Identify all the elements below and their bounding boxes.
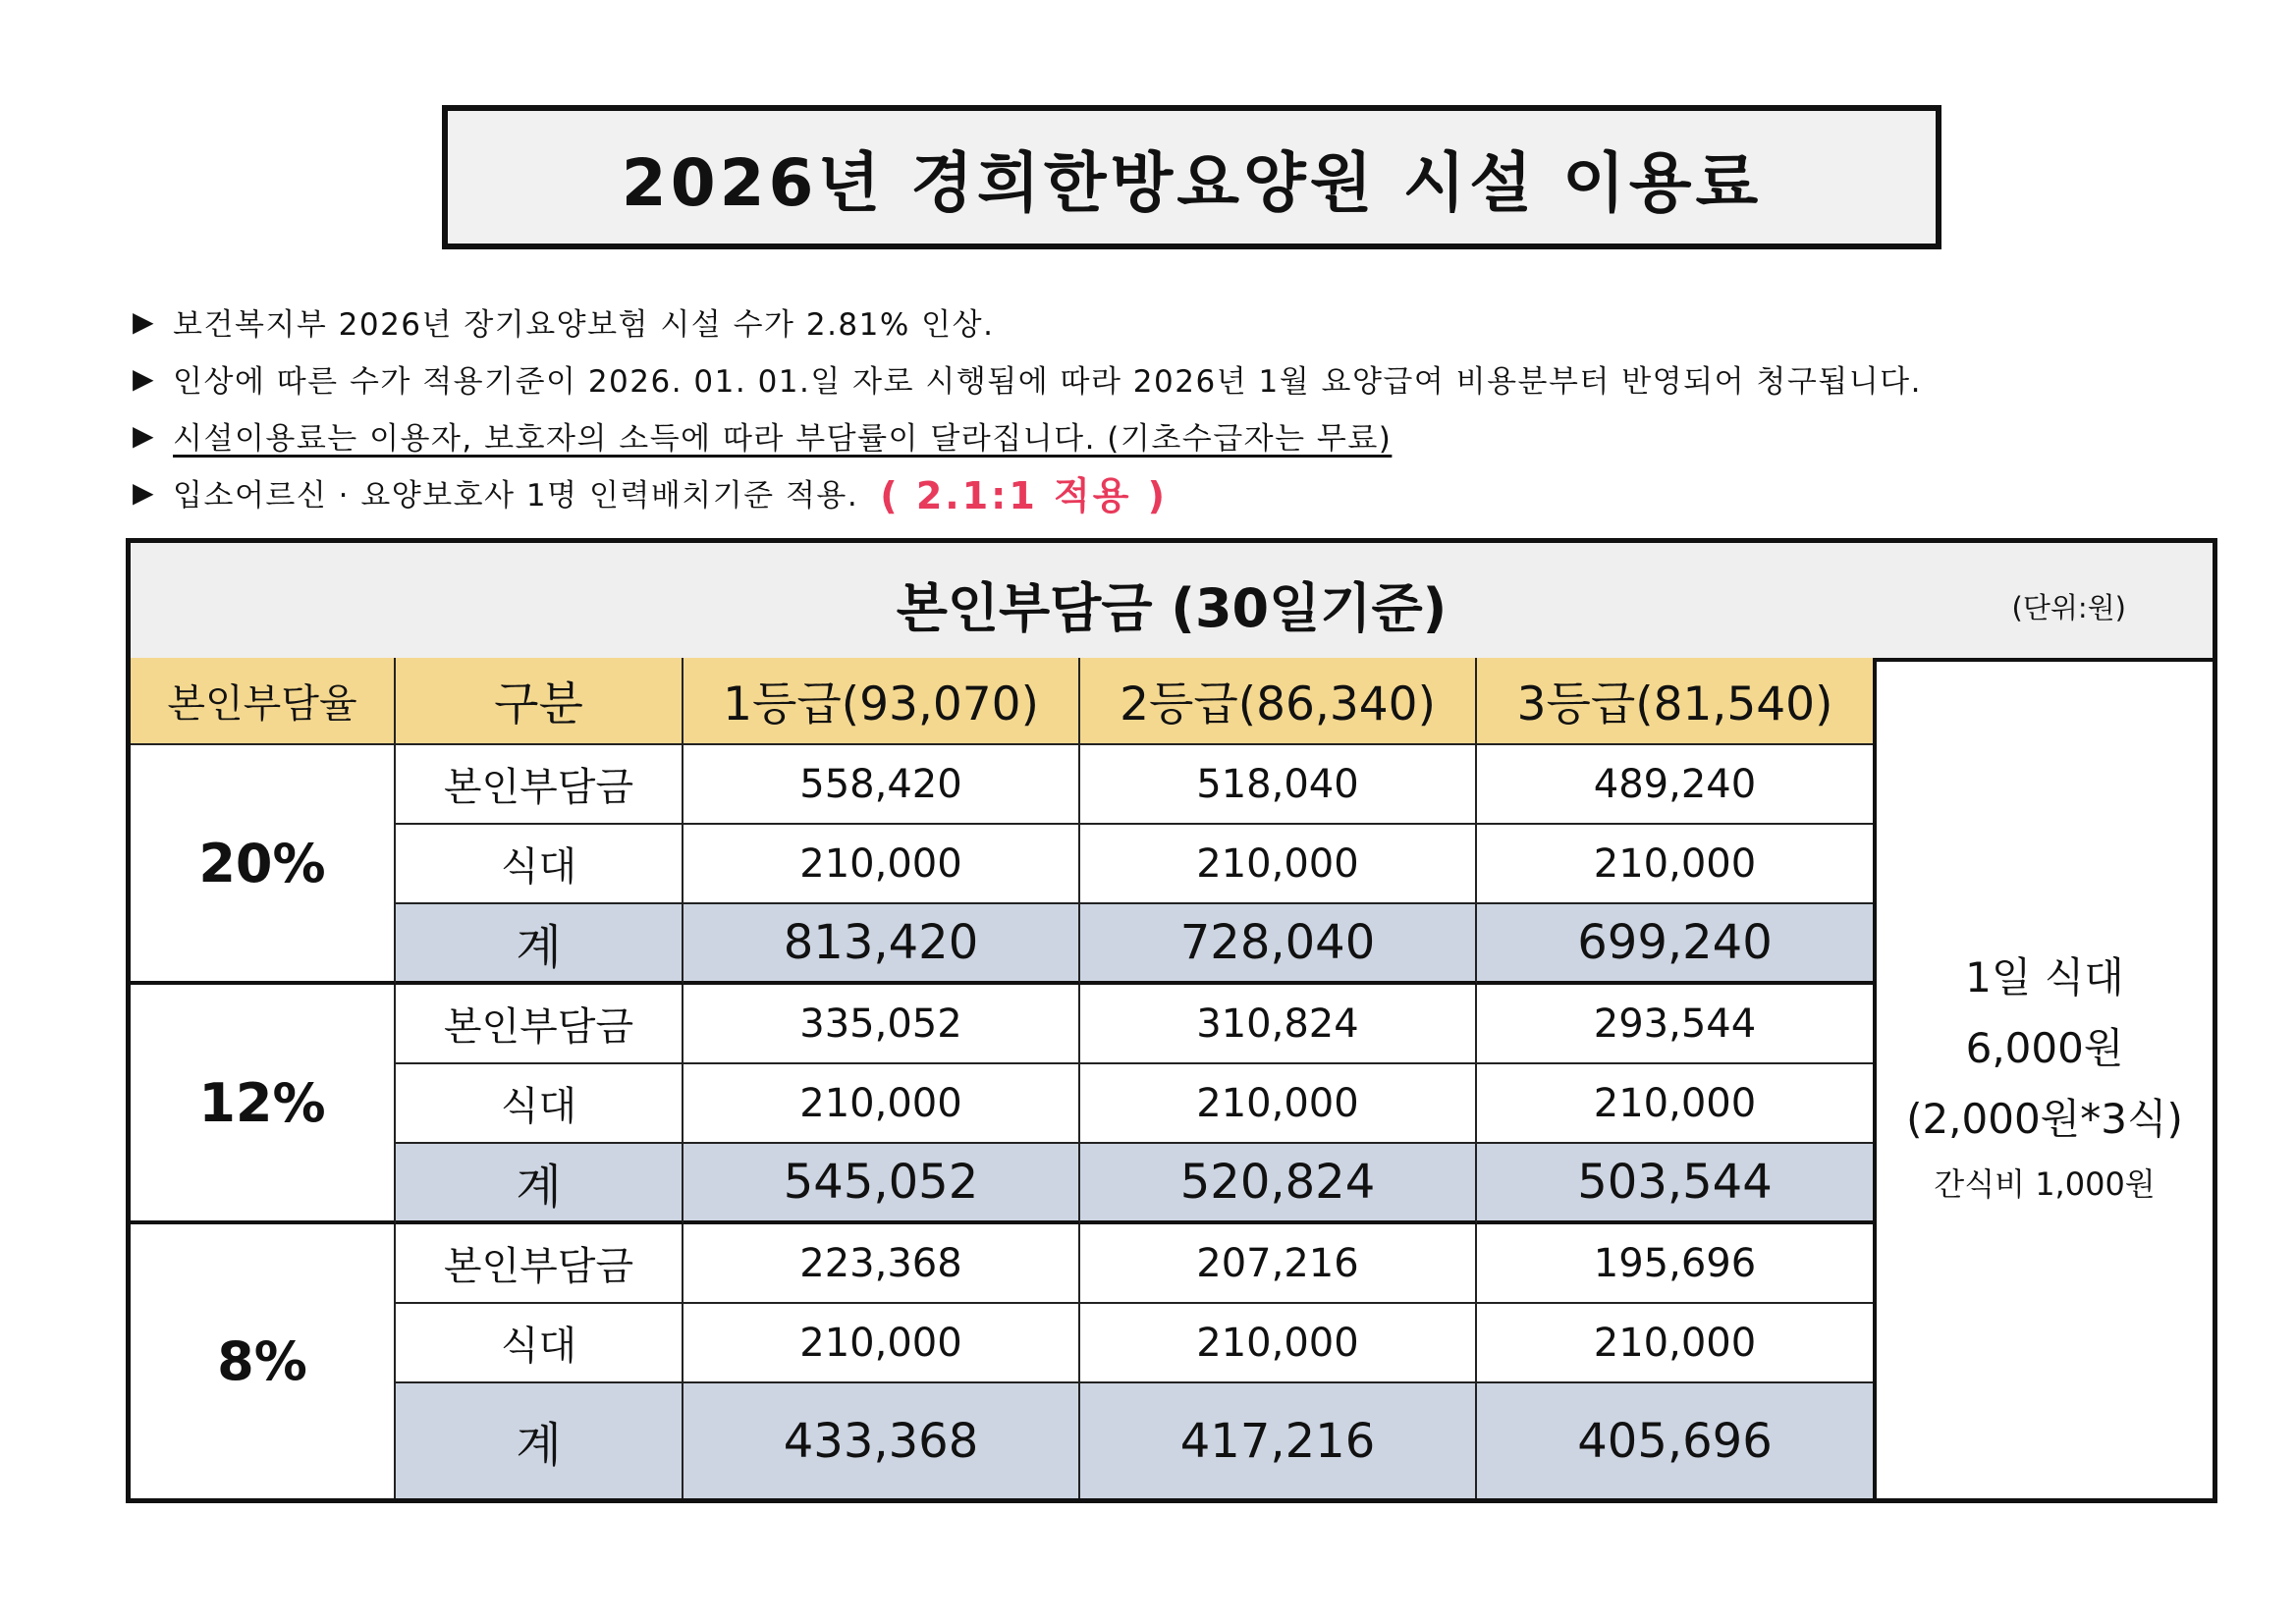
row-label-total: 계 (396, 1383, 683, 1498)
value-cell: 310,824 (1080, 985, 1477, 1064)
value-cell: 518,040 (1080, 745, 1477, 825)
note-item (133, 350, 2195, 406)
header-cell-grade1: 1등급(93,070) (683, 658, 1080, 745)
value-cell: 293,544 (1477, 985, 1873, 1064)
total-cell: 433,368 (683, 1383, 1080, 1498)
row-label: 식대 (396, 1064, 683, 1144)
row-label: 본인부담금 (396, 745, 683, 825)
value-cell: 335,052 (683, 985, 1080, 1064)
value-cell: 210,000 (1477, 1064, 1873, 1144)
notes-list (133, 293, 2195, 520)
header-cell-grade2: 2등급(86,340) (1080, 658, 1477, 745)
meal-fee-note (1873, 658, 2213, 1498)
total-cell: 813,420 (683, 904, 1080, 985)
value-cell: 210,000 (1080, 1064, 1477, 1144)
value-cell: 210,000 (1477, 825, 1873, 904)
value-cell: 207,216 (1080, 1224, 1477, 1304)
table-header-bar (131, 543, 2213, 662)
value-cell: 210,000 (1080, 825, 1477, 904)
triangle-bullet-icon: ▶ (133, 304, 156, 338)
note-text: 보건복지부 2026년 장기요양보험 시설 수가 2.81% 인상. (173, 306, 995, 343)
total-cell: 417,216 (1080, 1383, 1477, 1498)
staffing-ratio-highlight: ( 2.1:1 적용 ) (880, 473, 1169, 517)
table-title: 본인부담금 (30일기준) (896, 577, 1448, 639)
total-cell: 545,052 (683, 1144, 1080, 1224)
row-label: 식대 (396, 1304, 683, 1383)
unit-label: (단위:원) (2011, 591, 2126, 624)
row-label: 본인부담금 (396, 1224, 683, 1304)
row-label-total: 계 (396, 904, 683, 985)
triangle-bullet-icon: ▶ (133, 361, 156, 395)
note-text: 시설이용료는 이용자, 보호자의 소득에 따라 부담률이 달라집니다. (기초수급자는 무료) (173, 420, 1393, 457)
value-cell: 223,368 (683, 1224, 1080, 1304)
rate-cell: 12% (131, 985, 396, 1224)
meal-note-line: 6,000원 (1965, 1024, 2124, 1072)
note-text: 인상에 따른 수가 적용기준이 2026. 01. 01.일 자로 시행됨에 따라 2026년 1월 요양급여 비용분부터 반영되어 청구됩니다. (173, 363, 1922, 400)
value-cell: 558,420 (683, 745, 1080, 825)
value-cell: 210,000 (1080, 1304, 1477, 1383)
row-label: 본인부담금 (396, 985, 683, 1064)
value-cell: 210,000 (683, 825, 1080, 904)
snack-fee-line: 간식비 1,000원 (1934, 1165, 2156, 1203)
note-text: 입소어르신 · 요양보호사 1명 인력배치기준 적용. (173, 477, 859, 514)
meal-note-line: (2,000원*3식) (1906, 1095, 2183, 1143)
value-cell: 210,000 (683, 1064, 1080, 1144)
triangle-bullet-icon: ▶ (133, 418, 156, 452)
note-item (133, 406, 2195, 463)
rate-cell: 20% (131, 745, 396, 985)
triangle-bullet-icon: ▶ (133, 475, 156, 509)
row-label-total: 계 (396, 1144, 683, 1224)
value-cell: 210,000 (683, 1304, 1080, 1383)
total-cell: 699,240 (1477, 904, 1873, 985)
value-cell: 489,240 (1477, 745, 1873, 825)
fee-table (126, 538, 2217, 1503)
header-cell-rate: 본인부담율 (131, 658, 396, 745)
note-item (133, 463, 2195, 520)
total-cell: 503,544 (1477, 1144, 1873, 1224)
meal-note-line: 1일 식대 (1965, 953, 2124, 1001)
value-cell: 210,000 (1477, 1304, 1873, 1383)
header-cell-category: 구분 (396, 658, 683, 745)
row-label: 식대 (396, 825, 683, 904)
total-cell: 520,824 (1080, 1144, 1477, 1224)
rate-cell: 8% (131, 1224, 396, 1498)
value-cell: 195,696 (1477, 1224, 1873, 1304)
total-cell: 405,696 (1477, 1383, 1873, 1498)
header-cell-grade3: 3등급(81,540) (1477, 658, 1873, 745)
note-item (133, 293, 2195, 350)
page-title: 2026년 경희한방요양원 시설 이용료 (442, 105, 1941, 249)
total-cell: 728,040 (1080, 904, 1477, 985)
